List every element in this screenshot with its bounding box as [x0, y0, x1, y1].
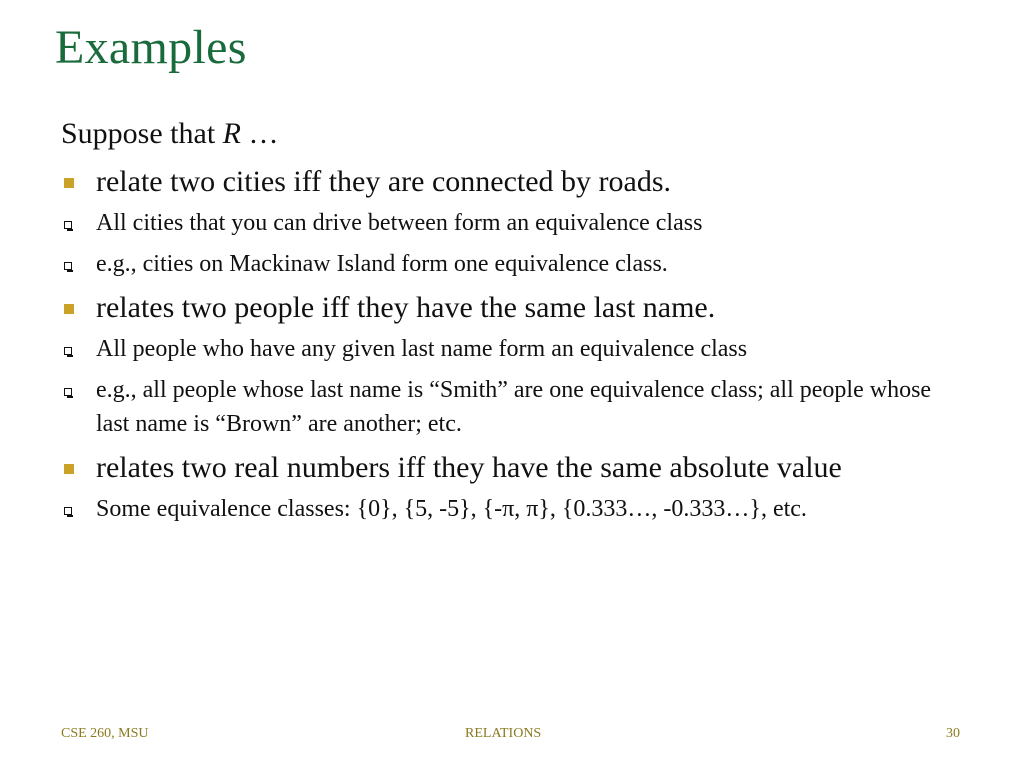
footer-topic: RELATIONS	[465, 726, 542, 741]
page-number: 30	[946, 726, 960, 741]
sub-bullet-item	[26, 492, 961, 526]
bullet-text: relates two people iff they have the same last name.	[96, 291, 716, 324]
slide-content	[61, 116, 961, 533]
slide-title: Examples	[55, 21, 247, 74]
hollow-square-bullet-icon	[64, 347, 72, 355]
intro-prefix: Suppose that	[61, 117, 223, 150]
bullet-item-3	[61, 448, 961, 488]
footer-course: CSE 260, MSU	[61, 726, 149, 741]
sub-bullet-text: Some equivalence classes: {0}, {5, -5}, {-π, π}, {0.333…, -0.333…}, etc.	[96, 496, 807, 522]
sub-bullet-item	[26, 247, 961, 281]
bullet-item-1	[61, 162, 961, 202]
sub-bullet-text: e.g., all people whose last name is “Smith” are one equivalence class; all people whose last name is “Brown” are another; etc.	[96, 377, 932, 437]
intro-suffix: …	[241, 117, 279, 150]
hollow-square-bullet-icon	[64, 221, 72, 229]
sub-bullet-item	[26, 206, 961, 240]
sub-list-2	[61, 332, 961, 441]
hollow-square-bullet-icon	[64, 388, 72, 396]
square-bullet-icon	[64, 304, 74, 314]
sub-bullet-text: All cities that you can drive between form an equivalence class	[96, 210, 703, 236]
hollow-square-bullet-icon	[64, 262, 72, 270]
square-bullet-icon	[64, 178, 74, 188]
sub-bullet-text: All people who have any given last name form an equivalence class	[96, 336, 748, 362]
sub-bullet-item	[26, 332, 961, 366]
bullet-text: relate two cities iff they are connected by roads.	[96, 165, 672, 198]
bullet-item-2	[61, 288, 961, 328]
intro-line	[61, 116, 961, 152]
bullet-text: relates two real numbers iff they have the same absolute value	[96, 451, 842, 484]
sub-list-1	[61, 206, 961, 281]
sub-bullet-item	[26, 373, 961, 441]
intro-variable: R	[222, 117, 241, 150]
hollow-square-bullet-icon	[64, 507, 72, 515]
square-bullet-icon	[64, 464, 74, 474]
sub-list-3	[61, 492, 961, 526]
sub-bullet-text: e.g., cities on Mackinaw Island form one equivalence class.	[96, 251, 668, 277]
